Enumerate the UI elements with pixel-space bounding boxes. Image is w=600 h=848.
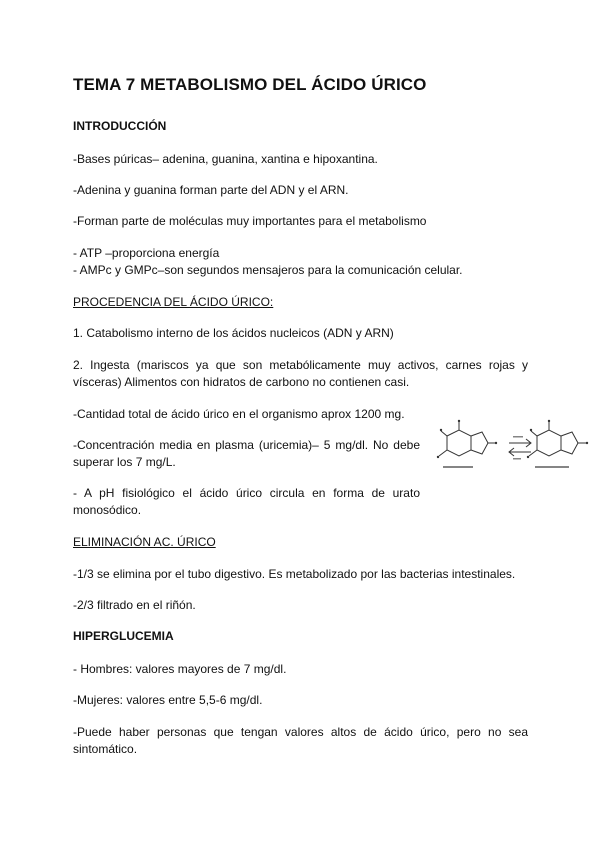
procedencia-line: -Concentración media en plasma (uricemia)– 5 mg/dl. No debe superar los 7 mg/L. <box>73 438 420 469</box>
intro-line: -Forman parte de moléculas muy importantes para el metabolismo <box>73 214 427 228</box>
eliminacion-line: -1/3 se elimina por el tubo digestivo. Es metabolizado por las bacterias intestinales. <box>73 567 516 581</box>
section-heading-introduccion: INTRODUCCIÓN <box>73 119 167 133</box>
uric-acid-structure-icon <box>425 416 595 482</box>
section-heading-procedencia: PROCEDENCIA DEL ÁCIDO ÚRICO: <box>73 295 274 309</box>
procedencia-line: -Cantidad total de ácido úrico en el organismo aprox 1200 mg. <box>73 407 405 421</box>
procedencia-line: 1. Catabolismo interno de los ácidos nucleicos (ADN y ARN) <box>73 326 394 340</box>
intro-line: -Bases púricas– adenina, guanina, xantina e hipoxantina. <box>73 152 378 166</box>
intro-line: -Adenina y guanina forman parte del ADN y el ARN. <box>73 183 349 197</box>
eliminacion-line: -2/3 filtrado en el riñón. <box>73 598 196 612</box>
procedencia-line: 2. Ingesta (mariscos ya que son metabólicamente muy activos, carnes rojas y vísceras) Alimentos con hidratos de carbono no contienen casi. <box>73 358 528 389</box>
section-heading-hiperglucemia: HIPERGLUCEMIA <box>73 629 174 643</box>
page-title: TEMA 7 METABOLISMO DEL ÁCIDO ÚRICO <box>73 75 427 94</box>
section-heading-eliminacion: ELIMINACIÓN AC. ÚRICO <box>73 535 216 549</box>
intro-line: - ATP –proporciona energía <box>73 246 220 260</box>
intro-line: - AMPc y GMPc–son segundos mensajeros para la comunicación celular. <box>73 263 463 277</box>
procedencia-line: - A pH fisiológico el ácido úrico circula en forma de urato monosódico. <box>73 486 420 517</box>
hiper-line: - Hombres: valores mayores de 7 mg/dl. <box>73 662 287 676</box>
hiper-line: -Puede haber personas que tengan valores altos de ácido úrico, pero no sea sintomático. <box>73 725 528 756</box>
hiper-line: -Mujeres: valores entre 5,5-6 mg/dl. <box>73 693 263 707</box>
